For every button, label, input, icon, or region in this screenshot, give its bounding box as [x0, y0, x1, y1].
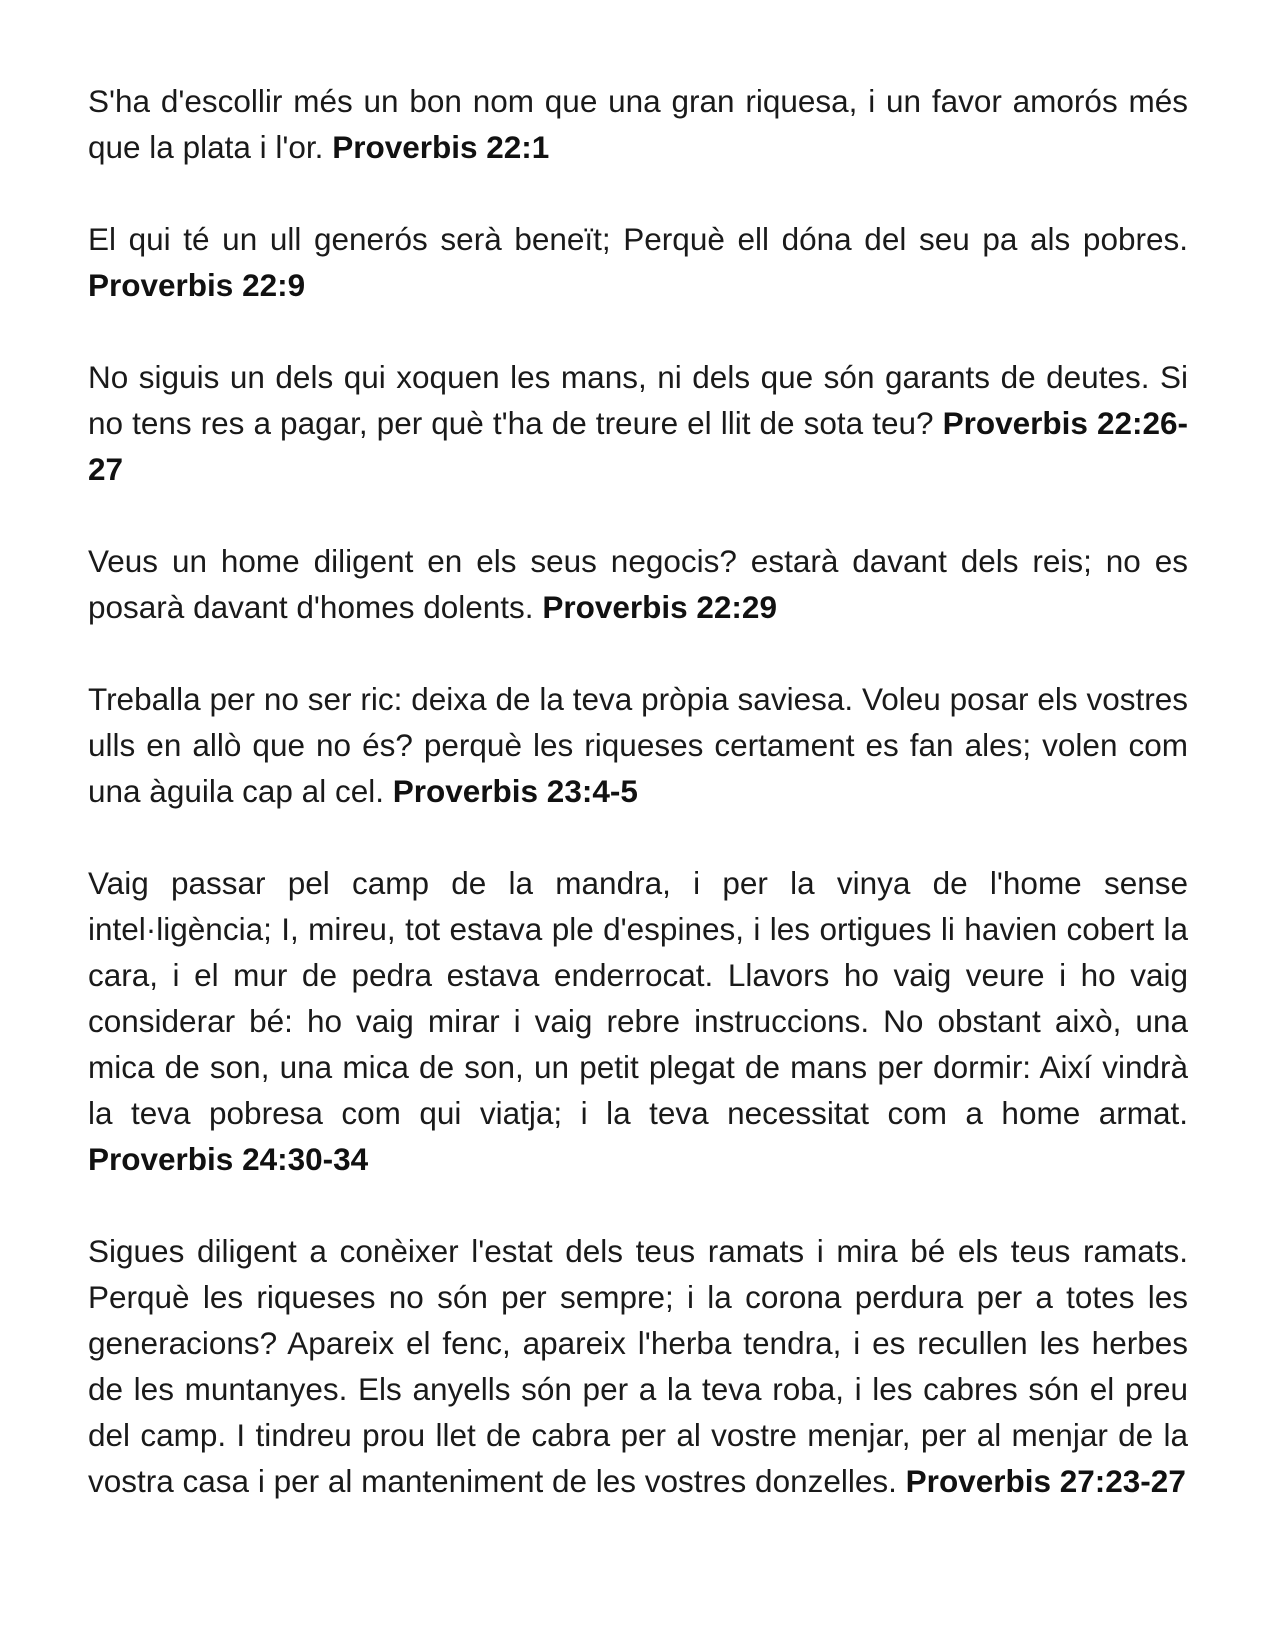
verse-text: S'ha d'escollir més un bon nom que una gran riquesa, i un favor amorós més que la plata i l'or.: [88, 83, 1188, 165]
verse-reference: Proverbis 22:29: [542, 589, 777, 625]
verse-text: Treballa per no ser ric: deixa de la teva pròpia saviesa. Voleu posar els vostres ulls en allò que no és? perquè les riqueses certament es fan ales; volen com una àguila cap al cel.: [88, 681, 1188, 809]
verse-text: El qui té un ull generós serà beneït; Perquè ell dóna del seu pa als pobres.: [88, 221, 1188, 257]
verse-paragraph: [88, 676, 1188, 814]
verse-text: Veus un home diligent en els seus negocis? estarà davant dels reis; no es posarà davant d'homes dolents.: [88, 543, 1188, 625]
verse-reference: Proverbis 24:30-34: [88, 1141, 369, 1177]
verse-paragraph: [88, 354, 1188, 492]
verse-paragraph: [88, 78, 1188, 170]
verse-reference: Proverbis 27:23-27: [905, 1463, 1186, 1499]
verse-paragraph: [88, 1228, 1188, 1504]
verse-paragraph: [88, 860, 1188, 1182]
verse-text: Sigues diligent a conèixer l'estat dels teus ramats i mira bé els teus ramats. Perquè les riqueses no són per sempre; i la corona perdura per a totes les generacions? Apareix el fenc, apareix l'herba tendra, i es recullen les herbes de les muntanyes. Els anyells són per a la teva roba, i les cabres són el preu del camp. I tindreu prou llet de cabra per al vostre menjar, per al menjar de la vostra casa i per al manteniment de les vostres donzelles.: [88, 1233, 1188, 1499]
verse-reference: Proverbis 22:26-27: [88, 405, 1189, 487]
verse-paragraph: [88, 538, 1188, 630]
verse-reference: Proverbis 23:4-5: [392, 773, 638, 809]
verse-paragraph: [88, 216, 1188, 308]
verse-reference: Proverbis 22:1: [332, 129, 550, 165]
verse-reference: Proverbis 22:9: [88, 267, 306, 303]
document-page: [88, 78, 1188, 1550]
verse-text: Vaig passar pel camp de la mandra, i per la vinya de l'home sense intel·ligència; I, mireu, tot estava ple d'espines, i les ortigues li havien cobert la cara, i el mur de pedra estava enderrocat. Llavors ho vaig veure i ho vaig considerar bé: ho vaig mirar i vaig rebre instruccions. No obstant això, una mica de son, una mica de son, un petit plegat de mans per dormir: Així vindrà la teva pobresa com qui viatja; i la teva necessitat com a home armat.: [88, 865, 1188, 1131]
verse-text: No siguis un dels qui xoquen les mans, ni dels que són garants de deutes. Si no tens res a pagar, per què t'ha de treure el llit de sota teu?: [88, 359, 1188, 441]
